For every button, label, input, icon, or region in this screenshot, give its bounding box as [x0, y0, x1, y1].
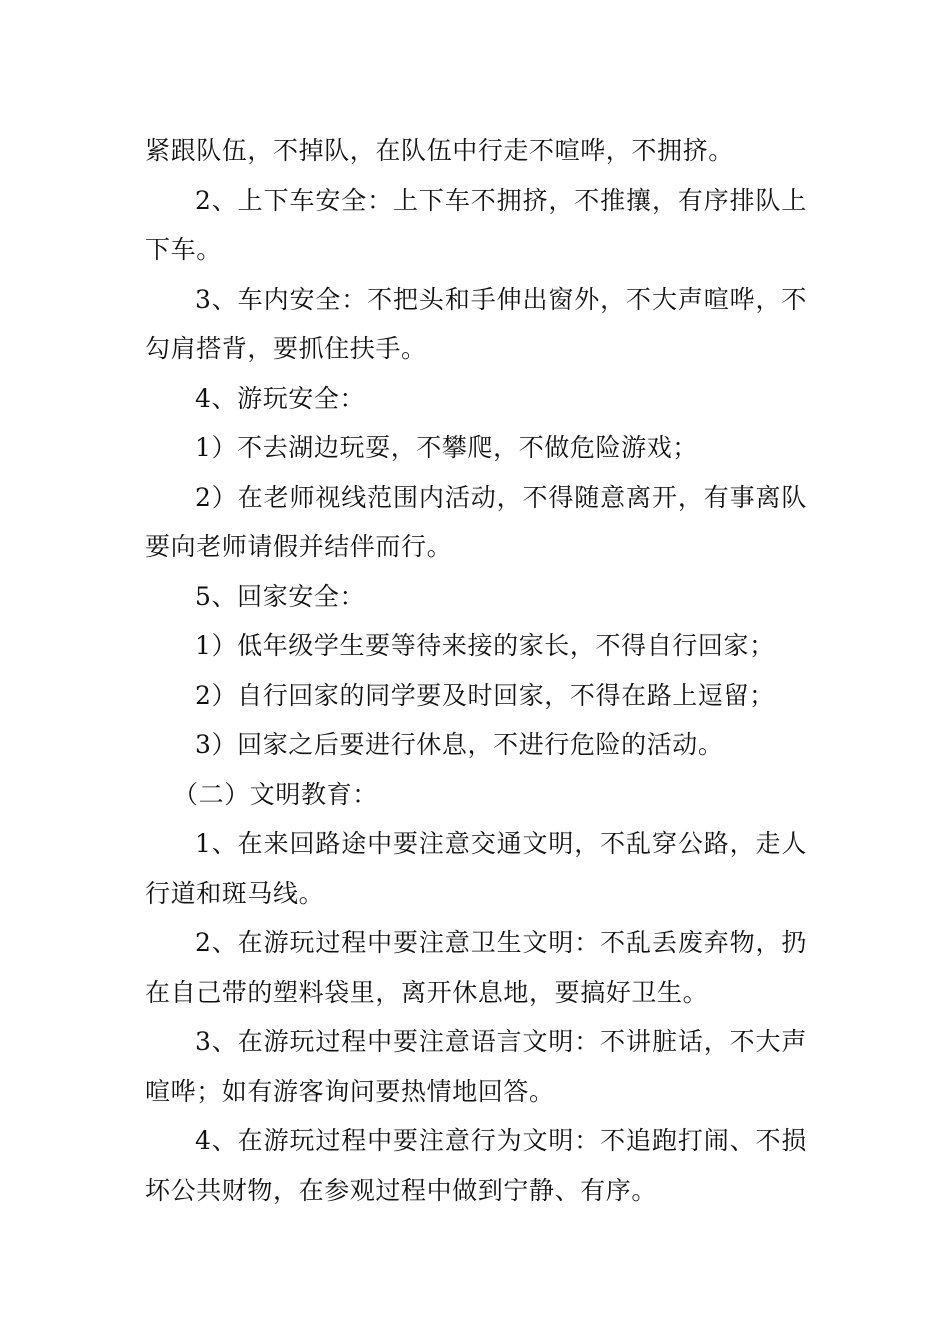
paragraph-home-safety-item-2: 2）自行回家的同学要及时回家，不得在路上逗留；: [195, 680, 775, 710]
paragraph-home-safety-item-3: 3）回家之后要进行休息，不进行危险的活动。: [195, 730, 724, 759]
paragraph-continuation: 紧跟队伍，不掉队，在队伍中行走不喧哗，不拥挤。: [145, 136, 734, 165]
paragraph-in-vehicle-safety: 3、车内安全：不把头和手伸出窗外，不大声喧哗，不勾肩搭背，要抓住扶手。: [145, 284, 807, 363]
paragraph-boarding-safety: 2、上下车安全：上下车不拥挤，不推攘，有序排队上下车。: [145, 185, 807, 264]
document-body: [145, 126, 807, 1215]
paragraph-home-safety-item-1: 1）低年级学生要等待来接的家长，不得自行回家；: [195, 631, 775, 660]
paragraph-home-safety-heading: 5、回家安全：: [195, 581, 366, 611]
paragraph-play-safety-heading: 4、游玩安全：: [195, 383, 366, 413]
paragraph-traffic-civility: 1、在来回路途中要注意交通文明，不乱穿公路，走人行道和斑马线。: [145, 829, 807, 908]
paragraph-play-safety-item-1: 1）不去湖边玩耍，不攀爬，不做危险游戏；: [195, 433, 698, 462]
paragraph-behavior-civility: 4、在游玩过程中要注意行为文明：不追跑打闹、不损坏公共财物，在参观过程中做到宁静、有序。: [145, 1126, 807, 1205]
paragraph-play-safety-item-2: 2）在老师视线范围内活动，不得随意离开，有事离队要向老师请假并结伴而行。: [145, 482, 807, 561]
paragraph-language-civility: 3、在游玩过程中要注意语言文明：不讲脏话，不大声喧哗；如有游客询问要热情地回答。: [145, 1027, 807, 1106]
paragraph-hygiene-civility: 2、在游玩过程中要注意卫生文明：不乱丢废弃物，扔在自己带的塑料袋里，离开休息地，要搞好卫生。: [145, 928, 807, 1007]
section-heading-civility-education: （二）文明教育：: [173, 779, 378, 809]
